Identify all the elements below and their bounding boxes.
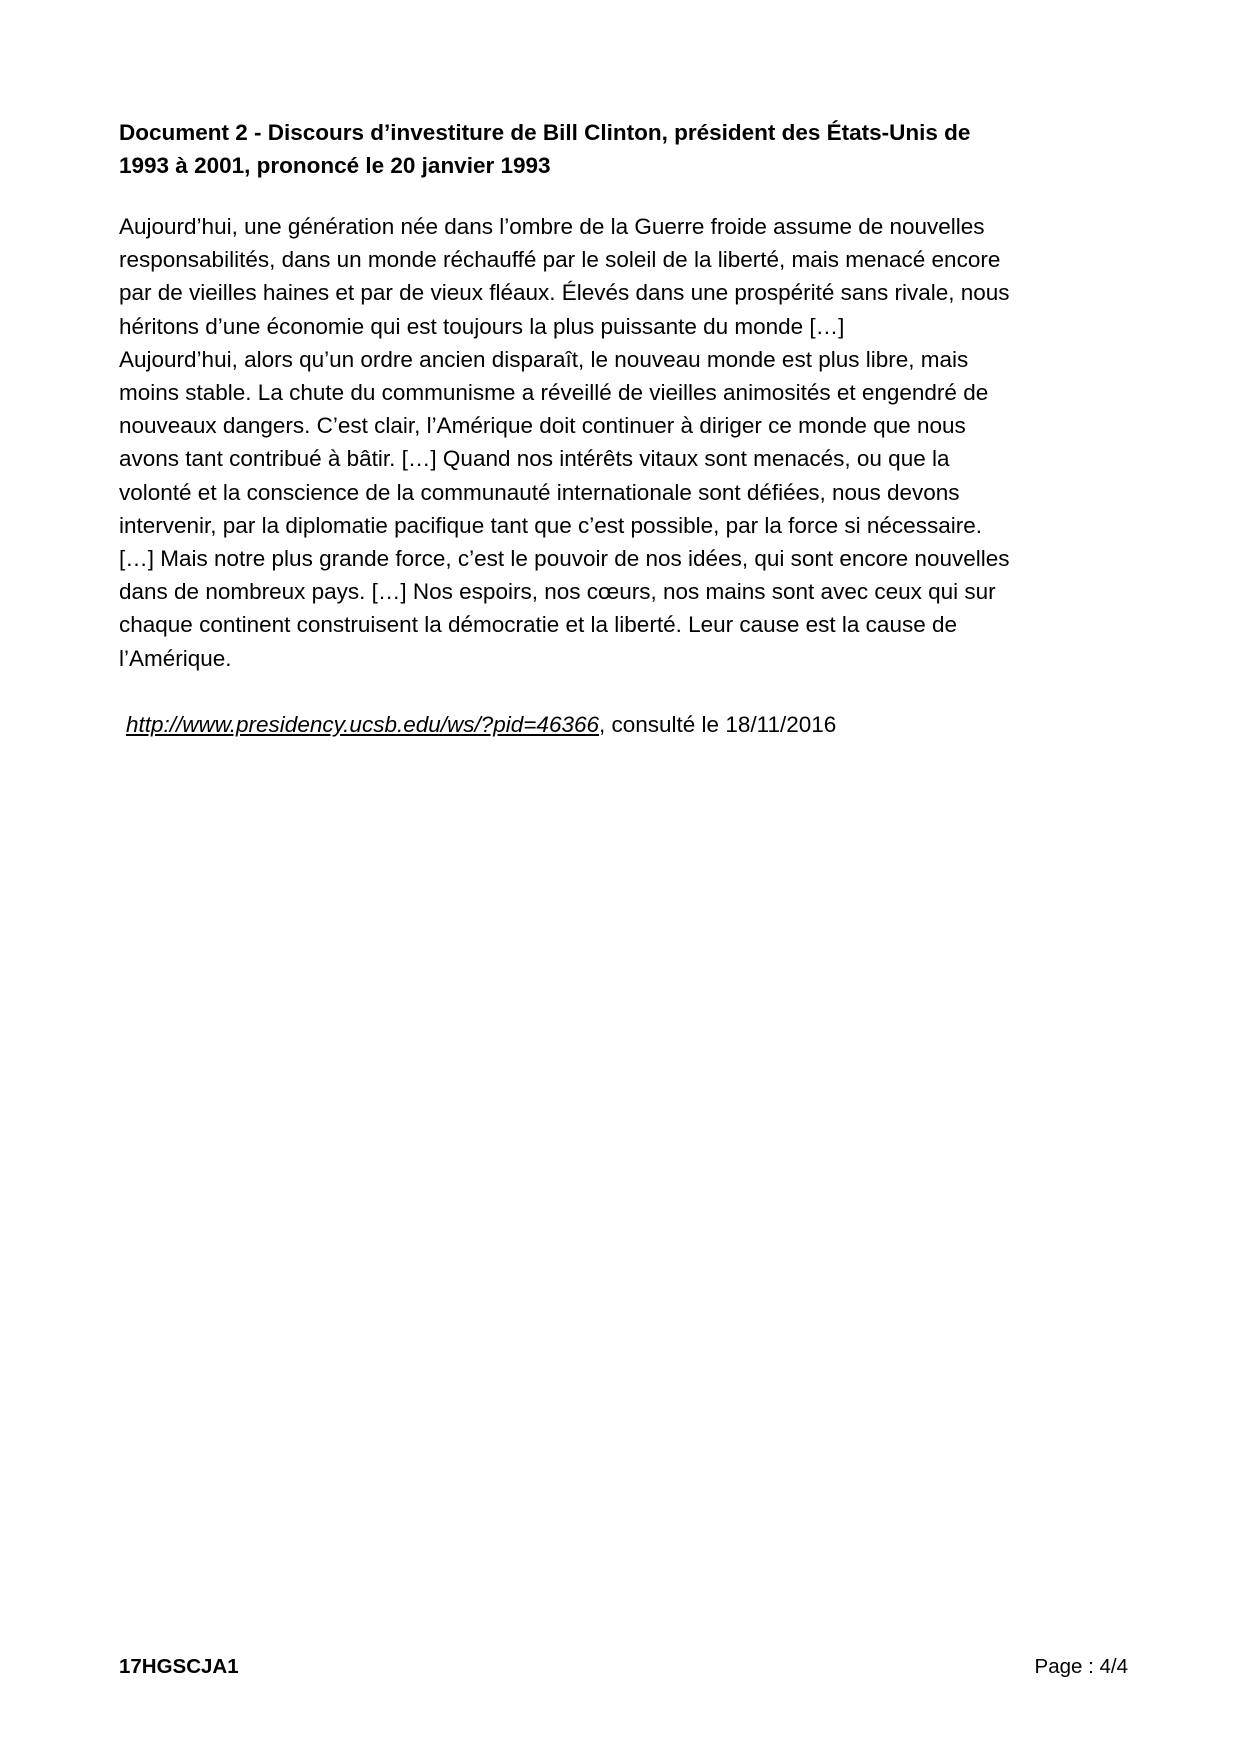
speech-line: Aujourd’hui, alors qu’un ordre ancien disparaît, le nouveau monde est plus libre, mais: [119, 346, 969, 372]
speech-line: chaque continent construisent la démocratie et la liberté. Leur cause est la cause de: [119, 612, 958, 638]
document-title-line-2: 1993 à 2001, prononcé le 20 janvier 1993: [119, 153, 551, 178]
speech-line: moins stable. La chute du communisme a réveillé de vieilles animosités et engendré de: [119, 380, 989, 406]
speech-line: Aujourd’hui, une génération née dans l’ombre de la Guerre froide assume de nouvelles: [119, 214, 985, 239]
document-title-line-1: Document 2 - Discours d’investiture de Bill Clinton, président des États-Unis de: [119, 120, 971, 145]
speech-line: héritons d’une économie qui est toujours la plus puissante du monde […]: [119, 313, 845, 339]
exam-code: 17HGSCJA1: [119, 1655, 239, 1678]
speech-line: responsabilités, dans un monde réchauffé par le soleil de la liberté, mais menacé encore: [119, 247, 1001, 273]
source-citation: [126, 708, 836, 741]
source-consulted-date: , consulté le 18/11/2016: [599, 712, 837, 737]
speech-line: avons tant contribué à bâtir. […] Quand nos intérêts vitaux sont menacés, ou que la: [119, 446, 950, 472]
speech-line: l’Amérique.: [119, 645, 232, 671]
speech-line: par de vieilles haines et par de vieux fléaux. Élevés dans une prospérité sans rivale, nous: [119, 280, 1010, 306]
page-number: Page : 4/4: [1034, 1655, 1128, 1678]
speech-line: dans de nombreux pays. […] Nos espoirs, nos cœurs, nos mains sont avec ceux qui sur: [119, 579, 996, 605]
speech-line: intervenir, par la diplomatie pacifique tant que c’est possible, par la force si nécessaire.: [119, 512, 982, 538]
speech-line: […] Mais notre plus grande force, c’est le pouvoir de nos idées, qui sont encore nouvelles: [119, 546, 1010, 572]
speech-line: volonté et la conscience de la communauté internationale sont défiées, nous devons: [119, 479, 960, 505]
speech-excerpt: [119, 210, 1149, 675]
document-title: [119, 116, 1129, 182]
source-link[interactable]: http://www.presidency.ucsb.edu/ws/?pid=46366: [126, 712, 599, 737]
speech-line: nouveaux dangers. C’est clair, l’Amérique doit continuer à diriger ce monde que nous: [119, 413, 966, 439]
